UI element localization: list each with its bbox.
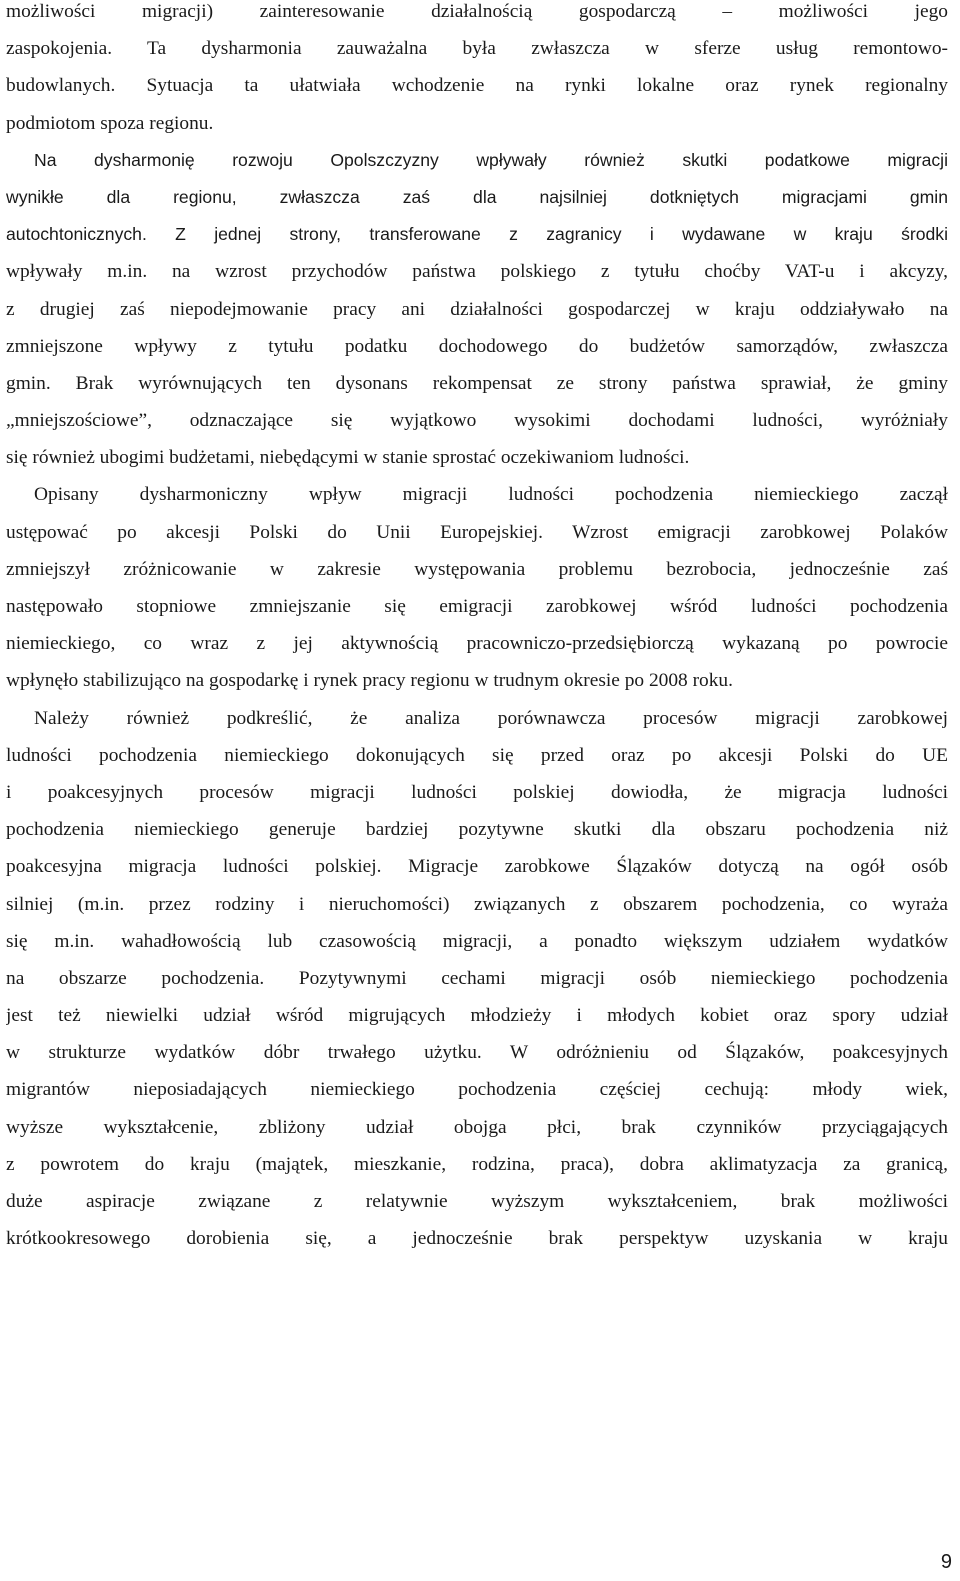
- text-line: w strukturze wydatków dóbr trwałego użytku. W odróżnieniu od Ślązaków, poakcesyjnych: [6, 1042, 948, 1064]
- text-line: duże aspiracje związane z relatywnie wyższym wykształceniem, brak możliwości: [6, 1191, 948, 1212]
- text-line: na obszarze pochodzenia. Pozytywnymi cechami migracji osób niemieckiego pochodzenia: [6, 967, 948, 989]
- text-line: silniej (m.in. przez rodziny i nieruchomości) związanych z obszarem pochodzenia, co wyraża: [6, 893, 948, 915]
- text-line: ustępować po akcesji Polski do Unii Europejskiej. Wzrost emigracji zarobkowej Polaków: [6, 521, 948, 543]
- text-line: z drugiej zaś niepodejmowanie pracy ani działalności gospodarczej w kraju oddziaływało na: [6, 298, 948, 320]
- page-number: 9: [940, 1551, 952, 1573]
- text-line: ludności pochodzenia niemieckiego dokonujących się przed oraz po akcesji Polski do UE: [6, 744, 948, 766]
- text-line: zaspokojenia. Ta dysharmonia zauważalna była zwłaszcza w sferze usług remontowo-: [6, 38, 948, 60]
- text-line: możliwości migracji) zainteresowanie działalnością gospodarczą – możliwości jego: [6, 1, 948, 22]
- text-line: wpływały m.in. na wzrost przychodów państwa polskiego z tytułu choćby VAT-u i akcyzy,: [6, 261, 948, 283]
- text-line: jest też niewielki udział wśród migrujących młodzieży i młodych kobiet oraz spory udział: [6, 1005, 948, 1027]
- text-line: wpłynęło stabilizująco na gospodarkę i rynek pracy regionu w trudnym okresie po 2008 roku.: [6, 670, 733, 692]
- text-line: podmiotom spoza regionu.: [6, 112, 214, 134]
- text-line: autochtonicznych. Z jednej strony, transferowane z zagranicy i wydawane w kraju środki: [6, 224, 948, 245]
- text-line: zmniejszone wpływy z tytułu podatku dochodowego do budżetów samorządów, zwłaszcza: [6, 335, 948, 357]
- text-line: krótkookresowego dorobienia się, a jednocześnie brak perspektyw uzyskania w kraju: [6, 1228, 948, 1250]
- text-line: Na dysharmonię rozwoju Opolszczyzny wpływały również skutki podatkowe migracji: [34, 149, 948, 170]
- text-line: wyższe wykształcenie, zbliżony udział obojga płci, brak czynników przyciągających: [6, 1116, 948, 1138]
- text-line: gmin. Brak wyrównujących ten dysonans rekompensat ze strony państwa sprawiał, że gminy: [6, 372, 948, 394]
- text-line: niemieckiego, co wraz z jej aktywnością pracowniczo-przedsiębiorczą wykazaną po powrocie: [6, 633, 948, 655]
- text-line: następowało stopniowe zmniejszanie się emigracji zarobkowej wśród ludności pochodzenia: [6, 596, 948, 617]
- text-line: budowlanych. Sytuacja ta ułatwiała wchodzenie na rynki lokalne oraz rynek regionalny: [6, 75, 948, 97]
- text-line: się również ubogimi budżetami, niebędącymi w stanie sprostać oczekiwaniom ludności.: [6, 447, 690, 469]
- text-line: Należy również podkreślić, że analiza porównawcza procesów migracji zarobkowej: [34, 707, 948, 729]
- text-line: się m.in. wahadłowością lub czasowością migracji, a ponadto większym udziałem wydatków: [6, 930, 948, 952]
- text-line: pochodzenia niemieckiego generuje bardziej pozytywne skutki dla obszaru pochodzenia niż: [6, 819, 948, 841]
- text-line: „mniejszościowe”, odznaczające się wyjątkowo wysokimi dochodami ludności, wyróżniały: [6, 410, 948, 432]
- text-line: wynikłe dla regionu, zwłaszcza zaś dla najsilniej dotkniętych migracjami gmin: [6, 186, 948, 207]
- text-line: Opisany dysharmoniczny wpływ migracji ludności pochodzenia niemieckiego zaczął: [34, 484, 948, 506]
- document-page: [6, 0, 948, 1257]
- text-line: zmniejszył zróżnicowanie w zakresie występowania problemu bezrobocia, jednocześnie zaś: [6, 558, 948, 580]
- text-line: migrantów nieposiadających niemieckiego pochodzenia częściej cechują: młody wiek,: [6, 1079, 948, 1101]
- text-line: z powrotem do kraju (majątek, mieszkanie, rodzina, praca), dobra aklimatyzacja za granicą,: [6, 1153, 948, 1175]
- text-line: poakcesyjna migracja ludności polskiej. Migracje zarobkowe Ślązaków dotyczą na ogół osób: [6, 856, 948, 878]
- text-line: i poakcesyjnych procesów migracji ludności polskiej dowiodła, że migracja ludności: [6, 781, 948, 803]
